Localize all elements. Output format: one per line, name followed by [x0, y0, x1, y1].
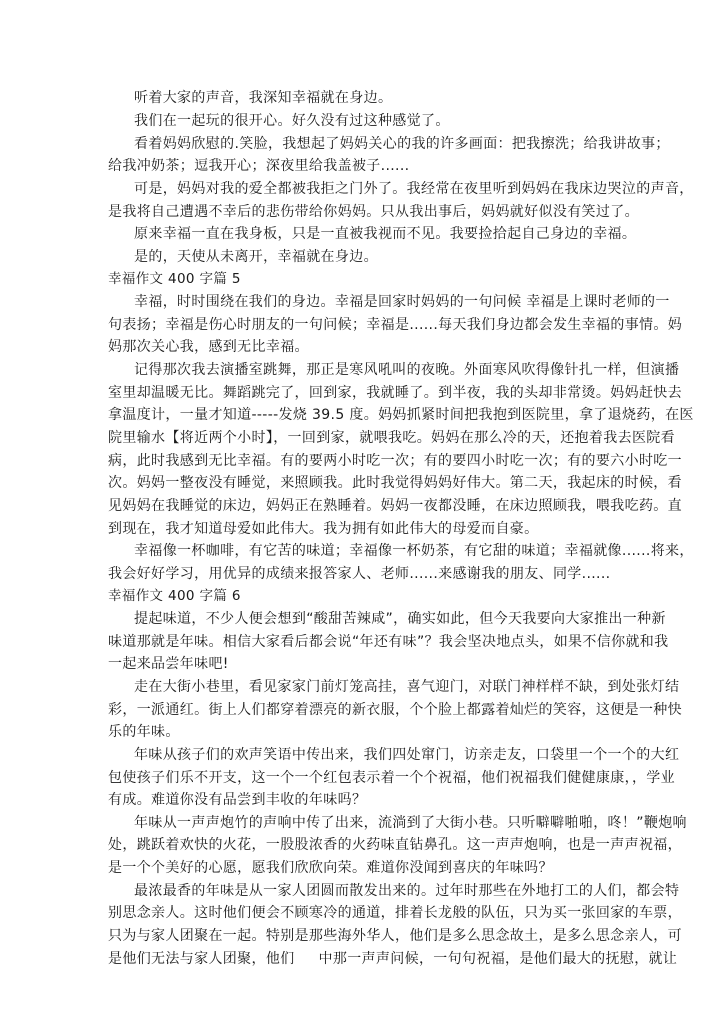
text-line: 记得那次我去演播室跳舞，那正是寒风吼叫的夜晚。外面寒风吹得像针扎一样，但演播	[134, 362, 680, 378]
text-line: 妈那次关心我，感到无比幸福。	[108, 339, 309, 355]
text-line: 我会好好学习，用优异的成绩来报答家人、老师......来感谢我的朋友、同学......	[108, 566, 611, 582]
text-line: 是我将自己遭遇不幸后的悲伤带给你妈妈。只从我出事后，妈妈就好似没有笑过了。	[108, 204, 639, 220]
text-line: 提起味道，不少人便会想到“酸甜苦辣咸”，确实如此，但今天我要向大家推出一种新	[134, 611, 666, 627]
text-line: 是他们无法与家人团聚，他们 中那一声声问候，一句句祝福，是他们最大的抚慰，就让	[108, 951, 678, 967]
text-line: 病，此时我感到无比幸福。有的要两小时吃一次；有的要四小时吃一次；有的要六小时吃一	[108, 453, 682, 469]
text-line: 幸福，时时围绕在我们的身边。幸福是回家时妈妈的一句问候 幸福是上课时老师的一	[134, 294, 670, 310]
text-line: 我们在一起玩的很开心。好久没有过这种感觉了。	[134, 113, 450, 129]
text-line: 院里输水【将近两个小时】，一回到家，就喂我吃。妈妈在那么冷的天，还抱着我去医院看	[108, 430, 675, 446]
text-line: 给我冲奶茶；逗我开心；深夜里给我盖被子......	[108, 158, 410, 174]
text-line: 到现在，我才知道母爱如此伟大。我为拥有如此伟大的母爱而自豪。	[108, 521, 539, 537]
text-line: 是的，天使从未离开，幸福就在身边。	[134, 249, 378, 265]
text-line: 别思念亲人。这时他们便会不顾寒冷的通道，排着长龙般的队伍，只为买一张回家的车票，	[108, 905, 682, 921]
text-line: 幸福像一杯咖啡，有它苦的味道；幸福像一杯奶茶，有它甜的味道；幸福就像......将来，	[134, 543, 694, 559]
text-line: 一起来品尝年味吧!	[108, 656, 229, 672]
text-line: 可是，妈妈对我的爱全都被我拒之门外了。我经常在夜里听到妈妈在我床边哭泣的声音，	[134, 181, 694, 197]
section-heading: 幸福作文 400 字篇 6	[108, 588, 241, 604]
text-line: 包使孩子们乐不开支，这一个一个红包表示着一个个祝福，他们祝福我们健健康康，，学业	[108, 770, 675, 786]
text-line: 味道那就是年味。相信大家看后都会说“年还有味”？我会坚决地点头，如果不信你就和我	[108, 634, 669, 650]
text-line: 彩，一派通红。街上人们都穿着漂亮的新衣服，个个脸上都露着灿烂的笑容，这便是一种快	[108, 702, 682, 718]
text-line: 只为与家人团聚在一起。特别是那些海外华人，他们是多么思念故土，是多么思念亲人，可	[108, 928, 682, 944]
text-line: 有成。难道你没有品尝到丰收的年味吗？	[108, 792, 367, 808]
text-line: 走在大街小巷里，看见家家门前灯笼高挂，喜气迎门，对联门神样样不缺，到处张灯结	[134, 679, 680, 695]
text-line: 看着妈妈欣慰的.笑脸，我想起了妈妈关心的我的许多画面：把我擦洗；给我讲故事；	[134, 136, 670, 152]
text-line: 最浓最香的年味是从一家人团圆而散发出来的。过年时那些在外地打工的人们，都会特	[134, 883, 680, 899]
section-heading: 幸福作文 400 字篇 5	[108, 271, 241, 287]
text-line: 处，跳跃着欢快的火花，一股股浓香的火药味直钻鼻孔。这一声声炮响，也是一声声祝福，	[108, 837, 682, 853]
text-line: 次。妈妈一整夜没有睡觉，来照顾我。此时我觉得妈妈好伟大。第二天，我起床的时候，看	[108, 475, 682, 491]
text-line: 见妈妈在我睡觉的床边，妈妈正在熟睡着。妈妈一夜都没睡，在床边照顾我，喂我吃药。直	[108, 498, 682, 514]
text-line: 原来幸福一直在我身板，只是一直被我视而不见。我要捡拾起自己身边的幸福。	[134, 226, 637, 242]
text-line: 拿温度计，一量才知道-----发烧 39.5 度。妈妈抓紧时间把我抱到医院里，拿了退烧药，在医	[108, 407, 694, 423]
text-line: 室里却温暖无比。舞蹈跳完了，回到家，我就睡了。到半夜，我的头却非常烫。妈妈赶快去	[108, 385, 682, 401]
text-line: 句表扬；幸福是伤心时朋友的一句问候；幸福是......每天我们身边都会发生幸福的事情。妈	[108, 317, 683, 333]
text-line: 年味从一声声炮竹的声响中传了出来，流淌到了大街小巷。只听噼噼啪啪，咚！”鞭炮响	[134, 815, 687, 831]
text-line: 是一个个美好的心愿，愿我们欣欣向荣。难道你没闻到喜庆的年味吗？	[108, 860, 553, 876]
text-line: 年味从孩子们的欢声笑语中传出来，我们四处窜门，访亲走友，口袋里一个一个的大红	[134, 747, 680, 763]
text-line: 乐的年味。	[108, 724, 180, 740]
text-line: 听着大家的声音，我深知幸福就在身边。	[134, 90, 393, 106]
